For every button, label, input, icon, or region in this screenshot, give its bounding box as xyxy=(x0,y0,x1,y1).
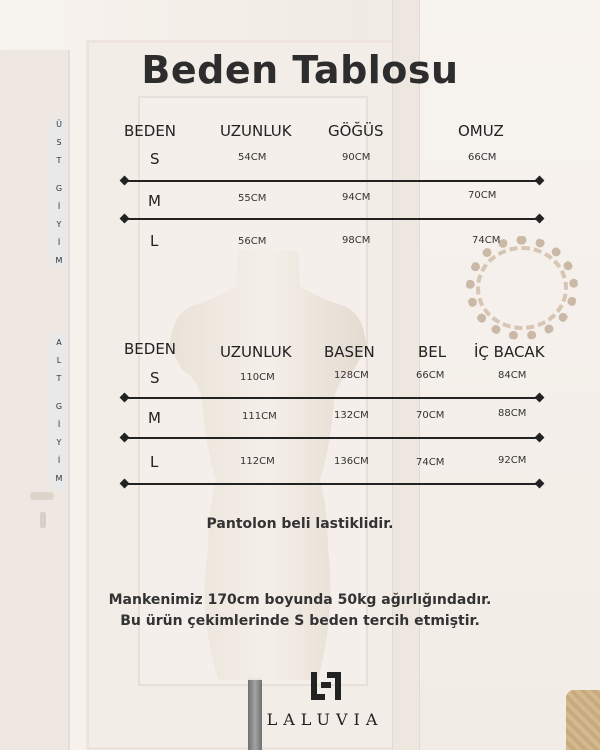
table-cell: 94CM xyxy=(342,192,371,203)
side-label-char: İ xyxy=(57,420,61,429)
table-cell: 74CM xyxy=(416,457,445,468)
table-cell: 112CM xyxy=(240,456,275,467)
header-basen: BASEN xyxy=(324,343,375,361)
table-cell: 88CM xyxy=(498,408,527,419)
header-beden: BEDEN xyxy=(124,340,177,358)
table-cell: 110CM xyxy=(240,372,275,383)
side-label-char: L xyxy=(56,356,62,365)
side-label-char: T xyxy=(56,156,62,165)
side-label-char: A xyxy=(56,338,62,347)
table-cell: 74CM xyxy=(472,235,501,246)
table-cell: 66CM xyxy=(468,152,497,163)
brand-name: LALUVIA xyxy=(266,710,384,729)
side-label-char: Y xyxy=(56,220,62,229)
model-info-line2: Bu ürün çekimlerinde S beden tercih etmiştir. xyxy=(120,613,480,629)
size-label: M xyxy=(148,409,161,427)
side-label-char: T xyxy=(56,374,62,383)
side-tab-bottom-wear xyxy=(50,332,68,490)
side-label-char: Y xyxy=(56,438,62,447)
side-label-char: G xyxy=(55,402,63,411)
side-tab-top-wear xyxy=(50,118,68,268)
side-label-char: M xyxy=(55,474,63,483)
row-divider xyxy=(124,483,540,485)
table-cell: 128CM xyxy=(334,370,369,381)
header-beden: BEDEN xyxy=(124,122,177,140)
row-divider xyxy=(124,397,540,399)
header-uzunluk: UZUNLUK xyxy=(220,343,292,361)
page-title: Beden Tablosu xyxy=(141,48,459,92)
elastic-waist-note: Pantolon beli lastiklidir. xyxy=(206,516,394,532)
table-cell: 132CM xyxy=(334,410,369,421)
table-cell: 54CM xyxy=(238,152,267,163)
side-label-char: İ xyxy=(57,202,61,211)
table-cell: 70CM xyxy=(416,410,445,421)
table-cell: 70CM xyxy=(468,190,497,201)
table-cell: 56CM xyxy=(238,236,267,247)
laluvia-logo-icon xyxy=(309,670,343,702)
size-label: S xyxy=(150,150,160,168)
table-cell: 136CM xyxy=(334,456,369,467)
size-label: L xyxy=(150,453,159,471)
row-divider xyxy=(124,218,540,220)
header-gogus: GÖĞÜS xyxy=(328,122,384,140)
door-handle xyxy=(30,492,54,500)
side-label-char: İ xyxy=(57,456,61,465)
table-cell: 84CM xyxy=(498,370,527,381)
side-label-char: İ xyxy=(57,238,61,247)
row-divider xyxy=(124,180,540,182)
header-bel: BEL xyxy=(418,343,447,361)
size-label: S xyxy=(150,369,160,387)
side-label-char: G xyxy=(55,184,63,193)
table-cell: 55CM xyxy=(238,193,267,204)
table-cell: 111CM xyxy=(242,411,277,422)
side-label-char: S xyxy=(56,138,62,147)
side-label-char: M xyxy=(55,256,63,265)
header-uzunluk: UZUNLUK xyxy=(220,122,292,140)
table-cell: 66CM xyxy=(416,370,445,381)
header-omuz: OMUZ xyxy=(458,122,504,140)
side-label-char: Ü xyxy=(56,120,62,129)
row-divider xyxy=(124,437,540,439)
table-cell: 92CM xyxy=(498,455,527,466)
table-cell: 98CM xyxy=(342,235,371,246)
header-ic-bacak: İÇ BACAK xyxy=(474,343,545,361)
model-info-line1: Mankenimiz 170cm boyunda 50kg ağırlığındadır. xyxy=(108,592,492,608)
wreath-inner xyxy=(476,246,568,330)
table-cell: 90CM xyxy=(342,152,371,163)
size-label: L xyxy=(150,232,159,250)
size-label: M xyxy=(148,192,161,210)
